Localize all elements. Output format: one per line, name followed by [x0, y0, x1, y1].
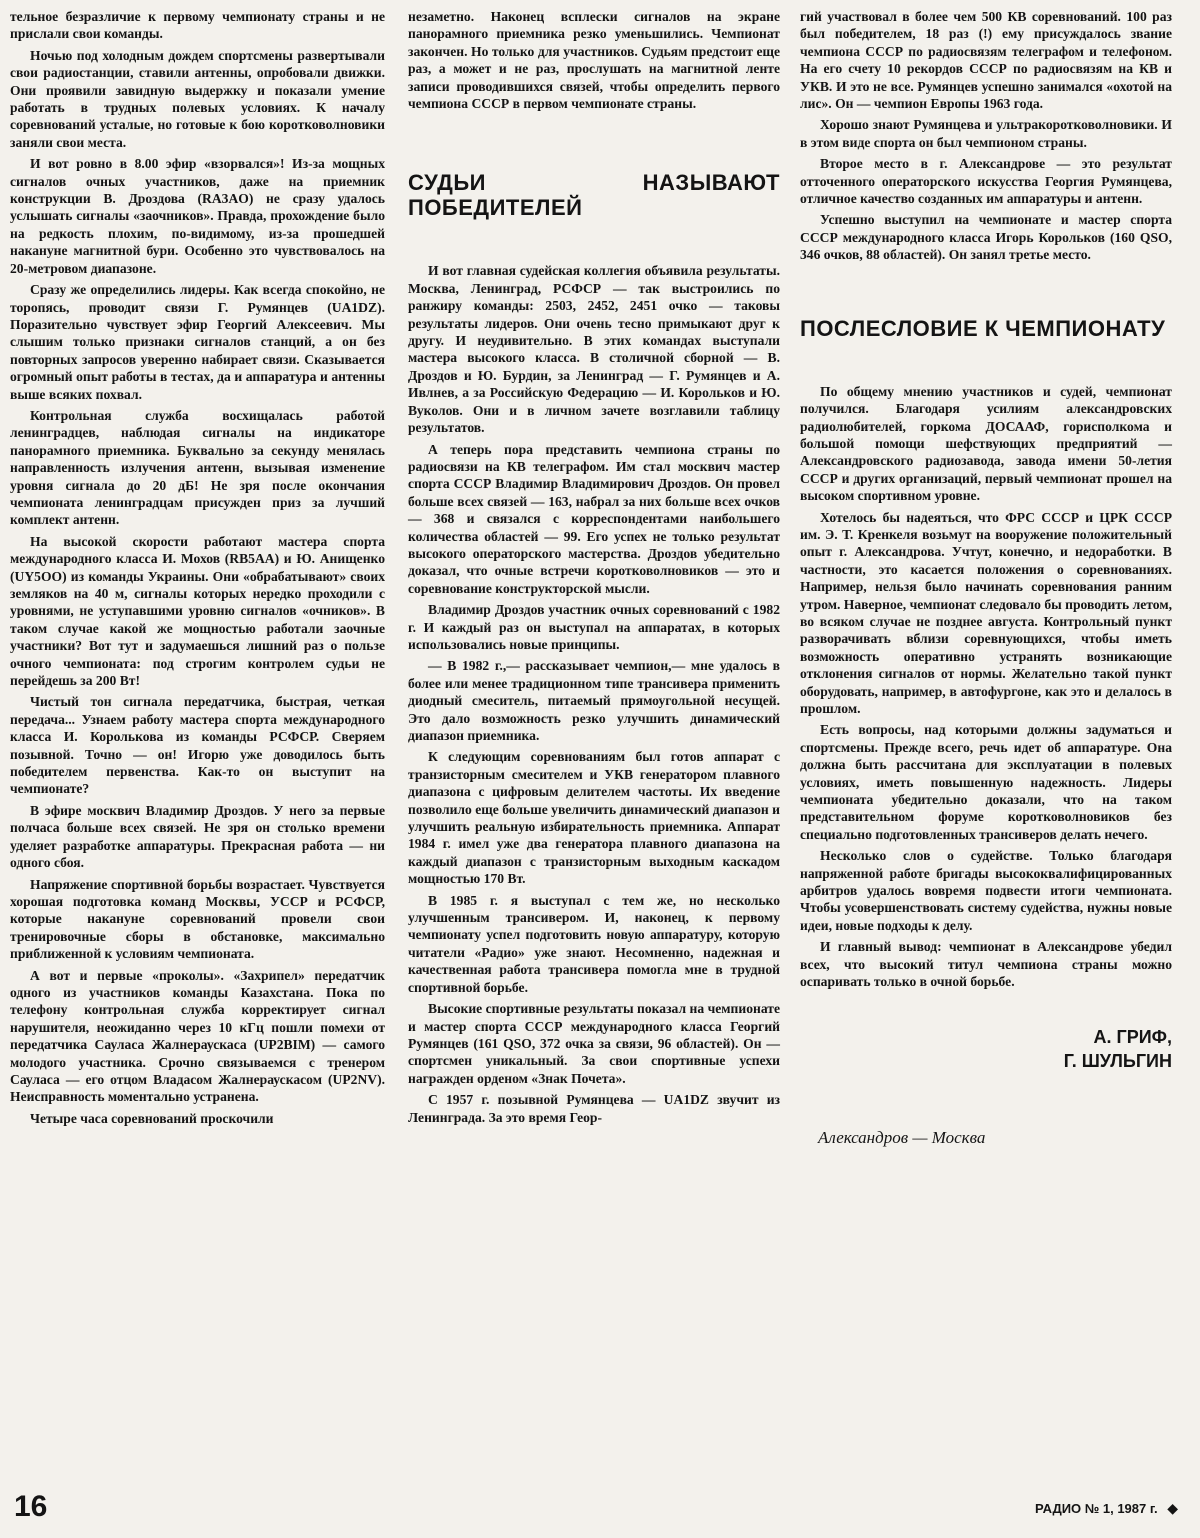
paragraph: С 1957 г. позывной Румянцева — UA1DZ звучит из Ленинграда. За это время Геор- — [408, 1092, 780, 1125]
paragraph: Хорошо знают Румянцева и ультракоротковолновики. И в этом виде спорта он был чемпионом страны. — [800, 117, 1172, 150]
paragraph: Чистый тон сигнала передатчика, быстрая, четкая передача... Узнаем работу мастера спорта международного класса И. Королькова из команды РСФСР. Сверяем позывной. Точно — он! Игорю уже доводилось быть победителем первенства. Как-то он выступит на чемпионате? — [10, 694, 385, 797]
paragraph: Второе место в г. Александрове — это результат отточенного операторского искусства Георгия Румянцева, отличное качество созданных им аппаратуры и антенн. — [800, 156, 1172, 207]
author-name: А. ГРИФ, — [1093, 1026, 1172, 1047]
column-2 — [408, 8, 780, 1130]
paragraph: Контрольная служба восхищалась работой ленинградцев, наблюдая сигналы на индикаторе панорамного приемника. Буквально за секунду менялась направленность излучения антенн, вызывая изменение уровня сигнала до 20 дБ! Не зря после окончания чемпионата ленинградцам присужден приз за лучший комплект антенн. — [10, 407, 385, 528]
paragraph: А теперь пора представить чемпиона страны по радиосвязи на КВ телеграфом. Им стал москвич мастер спорта СССР Владимир Владимирович Дроздов. Он провел больше всех связей — 163, набрал за них больше всех очков — 368 и связался с корреспондентами наибольшего количества областей — 99. Его успех не только результат высокого операторского мастерства. Дроздов убедительно доказал, что очные встречи коротковолновиков — это и соревнование конструкторской мысли. — [408, 441, 780, 596]
paragraph: По общему мнению участников и судей, чемпионат получился. Благодаря усилиям александровских радиолюбителей, горкома ДОСААФ, горисполкома и большой помощи шефствующих предприятий — Александровского радиозавода, завода имени 50-летия СССР и других организаций, первый чемпионат прошел на высоком спортивном уровне. — [800, 383, 1172, 504]
column-1 — [10, 8, 385, 1131]
paragraph: гий участвовал в более чем 500 КВ соревнований. 100 раз был победителем, 18 раз (!) ему присуждалось звание чемпиона СССР по радиосвязям телеграфом и телефоном. На его счету 10 рекордов СССР по радиосвязям на КВ и УКВ. И это не все. Румянцев успешно занимался «охотой на лис». Он — чемпион Европы 1963 года. — [800, 9, 1172, 112]
paragraph: Несколько слов о судействе. Только благодаря напряженной работе бригады высококвалифицированных арбитров удалось вовремя подвести итоги чемпионата. Чтобы усовершенствовать систему судейства, нужны новые идеи, новые подходы к делу. — [800, 848, 1172, 933]
page-number: 16 — [14, 1490, 48, 1523]
paragraph: Владимир Дроздов участник очных соревнований с 1982 г. И каждый раз он выступал на аппаратах, в которых использовались новые принципы. — [408, 602, 780, 652]
section-heading: ПОСЛЕСЛОВИЕ К ЧЕМПИОНАТУ — [800, 315, 1166, 341]
paragraph: Четыре часа соревнований проскочили — [30, 1110, 274, 1126]
column-3 — [800, 8, 1172, 1146]
dateline-place: Александров — Москва — [818, 1127, 986, 1147]
section-heading: СУДЬИ НАЗЫВАЮТ ПОБЕДИТЕЛЕЙ — [408, 170, 780, 221]
paragraph: Напряжение спортивной борьбы возрастает. Чувствуется хорошая подготовка команд Москвы, УССР и РСФСР, которые накануне соревнований провели свои тренировочные сборы в обстановке, максимально приближенной к условиям чемпионата. — [10, 876, 385, 962]
paragraph: А вот и первые «проколы». «Захрипел» передатчик одного из участников команды Казахстана. Пока по телефону контрольная служба корректирует сигнал нарушителя, неожиданно через 10 кГц пошли помехи от передатчика Сауласа Жалнераускаса (UP2BIM) — самого молодого участника. Срочно связываемся с тренером Сауласа — его отцом Владасом Жалнераускасом (UP2NV). Неисправность моментально устранена. — [10, 967, 385, 1105]
diamond-icon: ◆ — [1167, 1500, 1178, 1516]
paragraph: И вот ровно в 8.00 эфир «взорвался»! Из-за мощных сигналов очных участников, даже на приемник конструкции В. Дроздова (RA3AO) не сразу удалось услышать сигналы «заочников». Правда, прохождение было на редкость плохим, по-видимому, из-за прошедшей накануне магнитной бури. Особенно это чувствовалось на 20-метровом диапазоне. — [10, 156, 385, 276]
paragraph: Ночью под холодным дождем спортсмены развертывали свои радиостанции, ставили антенны, опробовали движки. Они проявили завидную выдержку и показали умение работать в трудных полевых условиях. К началу соревнований усталые, но готовые к бою коротковолновики заняли свои места. — [10, 47, 385, 150]
paragraph: На высокой скорости работают мастера спорта международного класса И. Мохов (RB5AA) и Ю. Анищенко (UY5OO) из команды Украины. Они «обрабатывают» своих земляков на 40 м, сигналы которых нередко проходили с уровнями, не уступавшими уровню сигналов «очников». В таком случае какой же мощностью работали заочные участники? Вот тут и задумаешься лишний раз о пользе очного чемпионата: под строгим контролем судьи не перейдешь за 200 Вт! — [10, 533, 385, 689]
paragraph: В 1985 г. я выступал с тем же, но несколько улучшенным трансивером. И, наконец, к первому чемпионату успел подготовить новую аппаратуру, которую читатели «Радио» уже знают. Несомненно, надежная и качественная работа трансивера помогла мне в трудной спортивной борьбе. — [408, 892, 780, 995]
author-name: Г. ШУЛЬГИН — [1063, 1050, 1172, 1071]
paragraph: И главный вывод: чемпионат в Александрове убедил всех, что высокий титул чемпиона страны можно оспаривать только в очной борьбе. — [800, 939, 1172, 990]
author-signature — [800, 1025, 1172, 1073]
paragraph: Успешно выступил на чемпионате и мастер спорта СССР международного класса Игорь Корольков (160 QSO, 346 очков, 88 областей). Он занял третье место. — [800, 212, 1172, 263]
paragraph: И вот главная судейская коллегия объявила результаты. Москва, Ленинград, РСФСР — так выстроились по ранжиру команды: 2503, 2452, 2451 очко — таковы результаты лидеров. Они очень тесно примыкают друг к другу. И неудивительно. В этих командах выступали мастера высокого класса. В столичной сборной — В. Дроздов и Ю. Бурдин, за Ленинград — Г. Румянцев и А. Ивлнев, а за Российскую Федерацию — И. Корольков и Ю. Вуколов. Они и в личном зачете возглавили таблицу результатов. — [408, 263, 780, 436]
paragraph: Высокие спортивные результаты показал на чемпионате и мастер спорта СССР международного класса Георгий Румянцев (161 QSO, 372 очка за связи, 96 областей). Он — спортсмен уникальный. За свои спортивные успехи награжден орденом «Знак Почета». — [408, 1001, 780, 1086]
magazine-issue: РАДИО № 1, 1987 г. — [1035, 1501, 1158, 1516]
paragraph: К следующим соревнованиям был готов аппарат с транзисторным смесителем и УКВ генератором плавного диапазона с цифровым делителем частоты. Их введение позволило еще больше увеличить динамический диапазон и улучшить реальную избирательность приемника. Аппарат 1984 г. имел уже два генератора плавного диапазона на каждый диапазон с транзисторным выходным каскадом мощностью 170 Вт. — [408, 749, 780, 887]
paragraph: В эфире москвич Владимир Дроздов. У него за первые полчаса больше всех связей. Не зря он столько времени уделяет разработке аппаратуры. Прекрасная работа — ни одного сбоя. — [10, 802, 385, 871]
paragraph: Хотелось бы надеяться, что ФРС СССР и ЦРК СССР им. Э. Т. Кренкеля возьмут на вооружение положительный опыт г. Александрова. Учтут, конечно, и недоработки. В частности, это касается положения о соревнованиях. Например, нельзя было начинать соревнования ранним утром. Наверное, чемпионат следовало бы проводить летом, во всяком случае не позднее августа. Контрольный пункт разворачивать вблизи соревнующихся, чтобы иметь возможность оперативно устранять возникающие отклонения сигналов от нормы. Желательно такой пункт оборудовать, например, в автофургоне, как это и делалось в прошлом. — [800, 509, 1172, 716]
magazine-footer — [1035, 1500, 1178, 1517]
paragraph: незаметно. Наконец всплески сигналов на экране панорамного приемника резко уменьшились. Чемпионат закончен. Но только для участников. Судьям предстоит еще раз, а может и не раз, прослушать на магнитной ленте записи проводившихся связей, чтобы определить первого чемпиона СССР в первом чемпионате страны. — [408, 9, 780, 112]
paragraph: Сразу же определились лидеры. Как всегда спокойно, не торопясь, проводит связи Г. Румянцев (UA1DZ). Поразительно чувствует эфир Георгий Алексеевич. Мы слышим только признаки сигналов станций, а он без повторных запросов уверенно набирает связи. Сказывается огромный опыт работы в тестах, да и аппаратура и антенны выше всяких похвал. — [10, 282, 385, 402]
paragraph: — В 1982 г.,— рассказывает чемпион,— мне удалось в более или менее традиционном типе трансивера применить диодный смеситель, питаемый прямоугольной несущей. Это дало возможность резко улучшить динамический диапазон приемника. — [408, 658, 780, 743]
paragraph: тельное безразличие к первому чемпионату страны и не прислали свои команды. — [10, 9, 385, 42]
paragraph: Есть вопросы, над которыми должны задуматься и спортсмены. Прежде всего, речь идет об аппаратуре. Она должна быть рассчитана для эксплуатации в полевых условиях, иметь повышенную надежность. Лидеры чемпионата убедительно доказали, что на таком представительном форуме коротковолновиков без специально подготовленных трансиверов делать нечего. — [800, 722, 1172, 842]
